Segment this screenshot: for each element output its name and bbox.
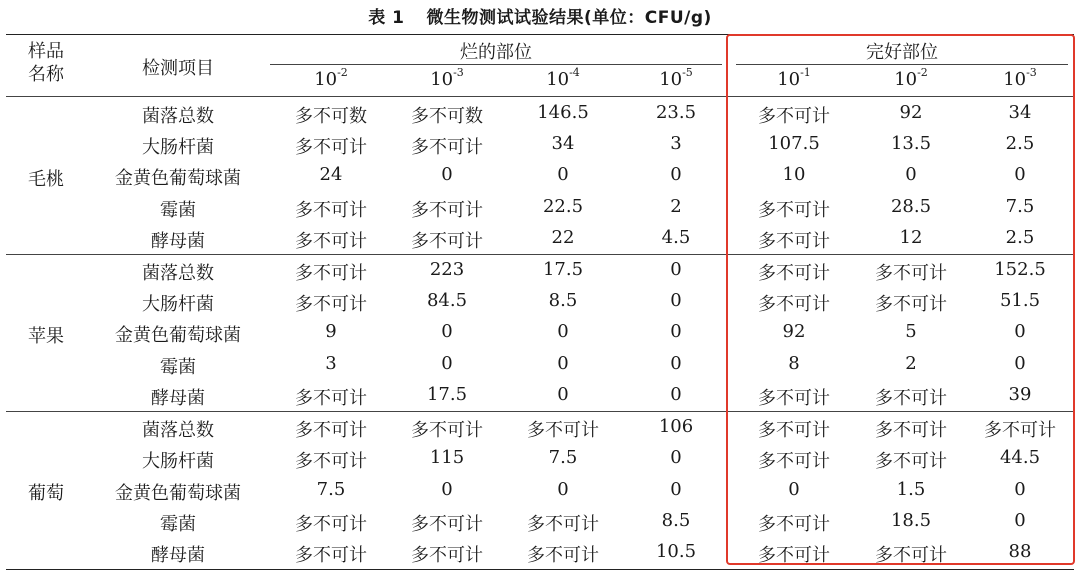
rotten-value-cell: 0 <box>557 164 569 185</box>
rotten-value-cell: 多不可计 <box>295 231 367 252</box>
rotten-value-cell: 0 <box>670 259 682 280</box>
intact-value-cell: 多不可计 <box>758 388 830 409</box>
dilution-base: 10 <box>430 69 454 90</box>
dilution-base: 10 <box>546 69 570 90</box>
rotten-value-cell: 多不可计 <box>411 231 483 252</box>
intact-value-cell: 多不可计 <box>984 420 1056 441</box>
rotten-value-cell: 多不可计 <box>295 388 367 409</box>
rotten-value-cell: 多不可计 <box>295 514 367 535</box>
rotten-part-header: 烂的部位 <box>460 42 532 63</box>
intact-value-cell: 0 <box>905 164 917 185</box>
rotten-value-cell: 0 <box>670 353 682 374</box>
dilution-exponent: -3 <box>453 66 464 79</box>
rotten-value-cell: 23.5 <box>655 102 697 123</box>
rotten-value-cell: 多不可计 <box>527 514 599 535</box>
test-item-header: 检测项目 <box>142 58 214 79</box>
intact-value-cell: 多不可计 <box>875 388 947 409</box>
rotten-value-cell: 0 <box>670 321 682 342</box>
sample-name: 毛桃 <box>28 168 64 190</box>
test-item-label: 菌落总数 <box>142 263 214 284</box>
intact-value-cell: 2.5 <box>1005 133 1035 154</box>
intact-value-cell: 多不可计 <box>758 231 830 252</box>
test-item-label: 大肠杆菌 <box>142 451 214 472</box>
intact-value-cell: 12 <box>899 227 923 248</box>
intact-value-cell: 18.5 <box>890 510 932 531</box>
intact-value-cell: 5 <box>905 321 917 342</box>
test-item-label: 金黄色葡萄球菌 <box>115 483 241 504</box>
test-item-label: 霉菌 <box>160 200 196 221</box>
dilution-exponent: -3 <box>1026 66 1037 79</box>
test-item-label: 霉菌 <box>160 357 196 378</box>
intact-value-cell: 多不可计 <box>758 514 830 535</box>
rotten-value-cell: 多不可计 <box>295 451 367 472</box>
rotten-value-cell: 多不可计 <box>295 263 367 284</box>
rotten-value-cell: 0 <box>441 479 453 500</box>
rotten-value-cell: 0 <box>670 447 682 468</box>
intact-value-cell: 13.5 <box>890 133 932 154</box>
rotten-value-cell: 多不可数 <box>295 106 367 127</box>
intact-value-cell: 51.5 <box>999 290 1041 311</box>
intact-value-cell: 多不可计 <box>758 451 830 472</box>
intact-value-cell: 2 <box>905 353 917 374</box>
rotten-value-cell: 多不可计 <box>527 420 599 441</box>
intact-value-cell: 0 <box>788 479 800 500</box>
table-number: 表 1 <box>368 8 405 28</box>
test-item-label: 酵母菌 <box>151 231 205 252</box>
dilution-exponent: -4 <box>569 66 580 79</box>
intact-value-cell: 92 <box>782 321 806 342</box>
rotten-value-cell: 17.5 <box>426 384 468 405</box>
dilution-header-rotten-2 <box>407 68 487 90</box>
rotten-value-cell: 7.5 <box>316 479 346 500</box>
rotten-value-cell: 115 <box>429 447 465 468</box>
intact-value-cell: 多不可计 <box>758 263 830 284</box>
test-item-label: 酵母菌 <box>151 545 205 566</box>
rotten-value-cell: 146.5 <box>537 102 589 123</box>
rotten-value-cell: 223 <box>429 259 465 280</box>
rotten-group-underline <box>270 64 722 65</box>
test-item-label: 菌落总数 <box>142 106 214 127</box>
dilution-exponent: -1 <box>800 66 811 79</box>
intact-columns-highlight-box <box>726 34 1075 565</box>
intact-value-cell: 多不可计 <box>875 451 947 472</box>
rotten-value-cell: 多不可计 <box>295 420 367 441</box>
intact-value-cell: 多不可计 <box>875 420 947 441</box>
rotten-value-cell: 多不可计 <box>411 420 483 441</box>
intact-value-cell: 88 <box>1008 541 1032 562</box>
dilution-exponent: -2 <box>917 66 928 79</box>
dilution-header-rotten-3 <box>523 68 603 90</box>
dilution-base: 10 <box>777 69 801 90</box>
rotten-value-cell: 4.5 <box>661 227 691 248</box>
intact-value-cell: 多不可计 <box>875 545 947 566</box>
test-item-label: 大肠杆菌 <box>142 294 214 315</box>
sample-name: 苹果 <box>28 325 64 347</box>
rotten-value-cell: 22 <box>551 227 575 248</box>
rotten-value-cell: 0 <box>670 479 682 500</box>
intact-value-cell: 34 <box>1008 102 1032 123</box>
intact-value-cell: 0 <box>1014 479 1026 500</box>
test-item-label: 酵母菌 <box>151 388 205 409</box>
rotten-value-cell: 多不可计 <box>411 514 483 535</box>
rotten-value-cell: 0 <box>557 353 569 374</box>
table-title: 微生物测试试验结果(单位：CFU/g) <box>426 8 712 28</box>
rotten-value-cell: 0 <box>670 164 682 185</box>
rotten-value-cell: 多不可计 <box>527 545 599 566</box>
rotten-value-cell: 多不可计 <box>295 137 367 158</box>
intact-value-cell: 多不可计 <box>758 106 830 127</box>
intact-value-cell: 8 <box>788 353 800 374</box>
intact-value-cell: 多不可计 <box>875 294 947 315</box>
rotten-value-cell: 0 <box>670 290 682 311</box>
sample-name-header: 样品 名称 <box>28 41 64 85</box>
rotten-value-cell: 多不可计 <box>295 294 367 315</box>
sample-name: 葡萄 <box>28 482 64 504</box>
rotten-value-cell: 9 <box>325 321 337 342</box>
intact-value-cell: 多不可计 <box>758 200 830 221</box>
dilution-header-rotten-1 <box>291 68 371 90</box>
bottom-rule <box>6 569 1074 570</box>
rotten-value-cell: 106 <box>658 416 694 437</box>
dilution-header-rotten-4 <box>636 68 716 90</box>
rotten-value-cell: 17.5 <box>542 259 584 280</box>
dilution-exponent: -5 <box>682 66 693 79</box>
rotten-value-cell: 多不可计 <box>295 545 367 566</box>
intact-value-cell: 2.5 <box>1005 227 1035 248</box>
intact-part-header: 完好部位 <box>866 42 938 63</box>
intact-value-cell: 0 <box>1014 164 1026 185</box>
intact-value-cell: 多不可计 <box>758 294 830 315</box>
rotten-value-cell: 0 <box>441 321 453 342</box>
rotten-value-cell: 8.5 <box>548 290 578 311</box>
dilution-base: 10 <box>894 69 918 90</box>
rotten-value-cell: 多不可数 <box>411 106 483 127</box>
intact-value-cell: 7.5 <box>1005 196 1035 217</box>
rotten-value-cell: 多不可计 <box>295 200 367 221</box>
rotten-value-cell: 多不可计 <box>411 200 483 221</box>
intact-value-cell: 92 <box>899 102 923 123</box>
rotten-value-cell: 7.5 <box>548 447 578 468</box>
intact-value-cell: 107.5 <box>768 133 820 154</box>
rotten-value-cell: 24 <box>319 164 343 185</box>
rotten-value-cell: 10.5 <box>655 541 697 562</box>
rotten-value-cell: 22.5 <box>542 196 584 217</box>
rotten-value-cell: 0 <box>557 384 569 405</box>
intact-value-cell: 0 <box>1014 510 1026 531</box>
rotten-value-cell: 0 <box>441 164 453 185</box>
intact-value-cell: 多不可计 <box>875 263 947 284</box>
rotten-value-cell: 0 <box>670 384 682 405</box>
test-item-label: 金黄色葡萄球菌 <box>115 325 241 346</box>
rotten-value-cell: 84.5 <box>426 290 468 311</box>
intact-value-cell: 152.5 <box>994 259 1046 280</box>
intact-value-cell: 1.5 <box>896 479 926 500</box>
rotten-value-cell: 多不可计 <box>411 137 483 158</box>
rotten-value-cell: 34 <box>551 133 575 154</box>
rotten-value-cell: 0 <box>441 353 453 374</box>
dilution-exponent: -2 <box>337 66 348 79</box>
dilution-base: 10 <box>659 69 683 90</box>
test-item-label: 金黄色葡萄球菌 <box>115 168 241 189</box>
rotten-value-cell: 0 <box>557 321 569 342</box>
table-caption <box>0 3 1080 28</box>
rotten-value-cell: 3 <box>670 133 682 154</box>
test-item-label: 霉菌 <box>160 514 196 535</box>
rotten-value-cell: 2 <box>670 196 682 217</box>
intact-value-cell: 10 <box>782 164 806 185</box>
intact-value-cell: 44.5 <box>999 447 1041 468</box>
dilution-base: 10 <box>1003 69 1027 90</box>
test-item-label: 菌落总数 <box>142 420 214 441</box>
test-item-label: 大肠杆菌 <box>142 137 214 158</box>
rotten-value-cell: 0 <box>557 479 569 500</box>
intact-value-cell: 0 <box>1014 321 1026 342</box>
intact-value-cell: 28.5 <box>890 196 932 217</box>
intact-value-cell: 多不可计 <box>758 545 830 566</box>
intact-value-cell: 多不可计 <box>758 420 830 441</box>
rotten-value-cell: 8.5 <box>661 510 691 531</box>
intact-value-cell: 39 <box>1008 384 1032 405</box>
rotten-value-cell: 多不可计 <box>411 545 483 566</box>
dilution-base: 10 <box>314 69 338 90</box>
rotten-value-cell: 3 <box>325 353 337 374</box>
intact-value-cell: 0 <box>1014 353 1026 374</box>
